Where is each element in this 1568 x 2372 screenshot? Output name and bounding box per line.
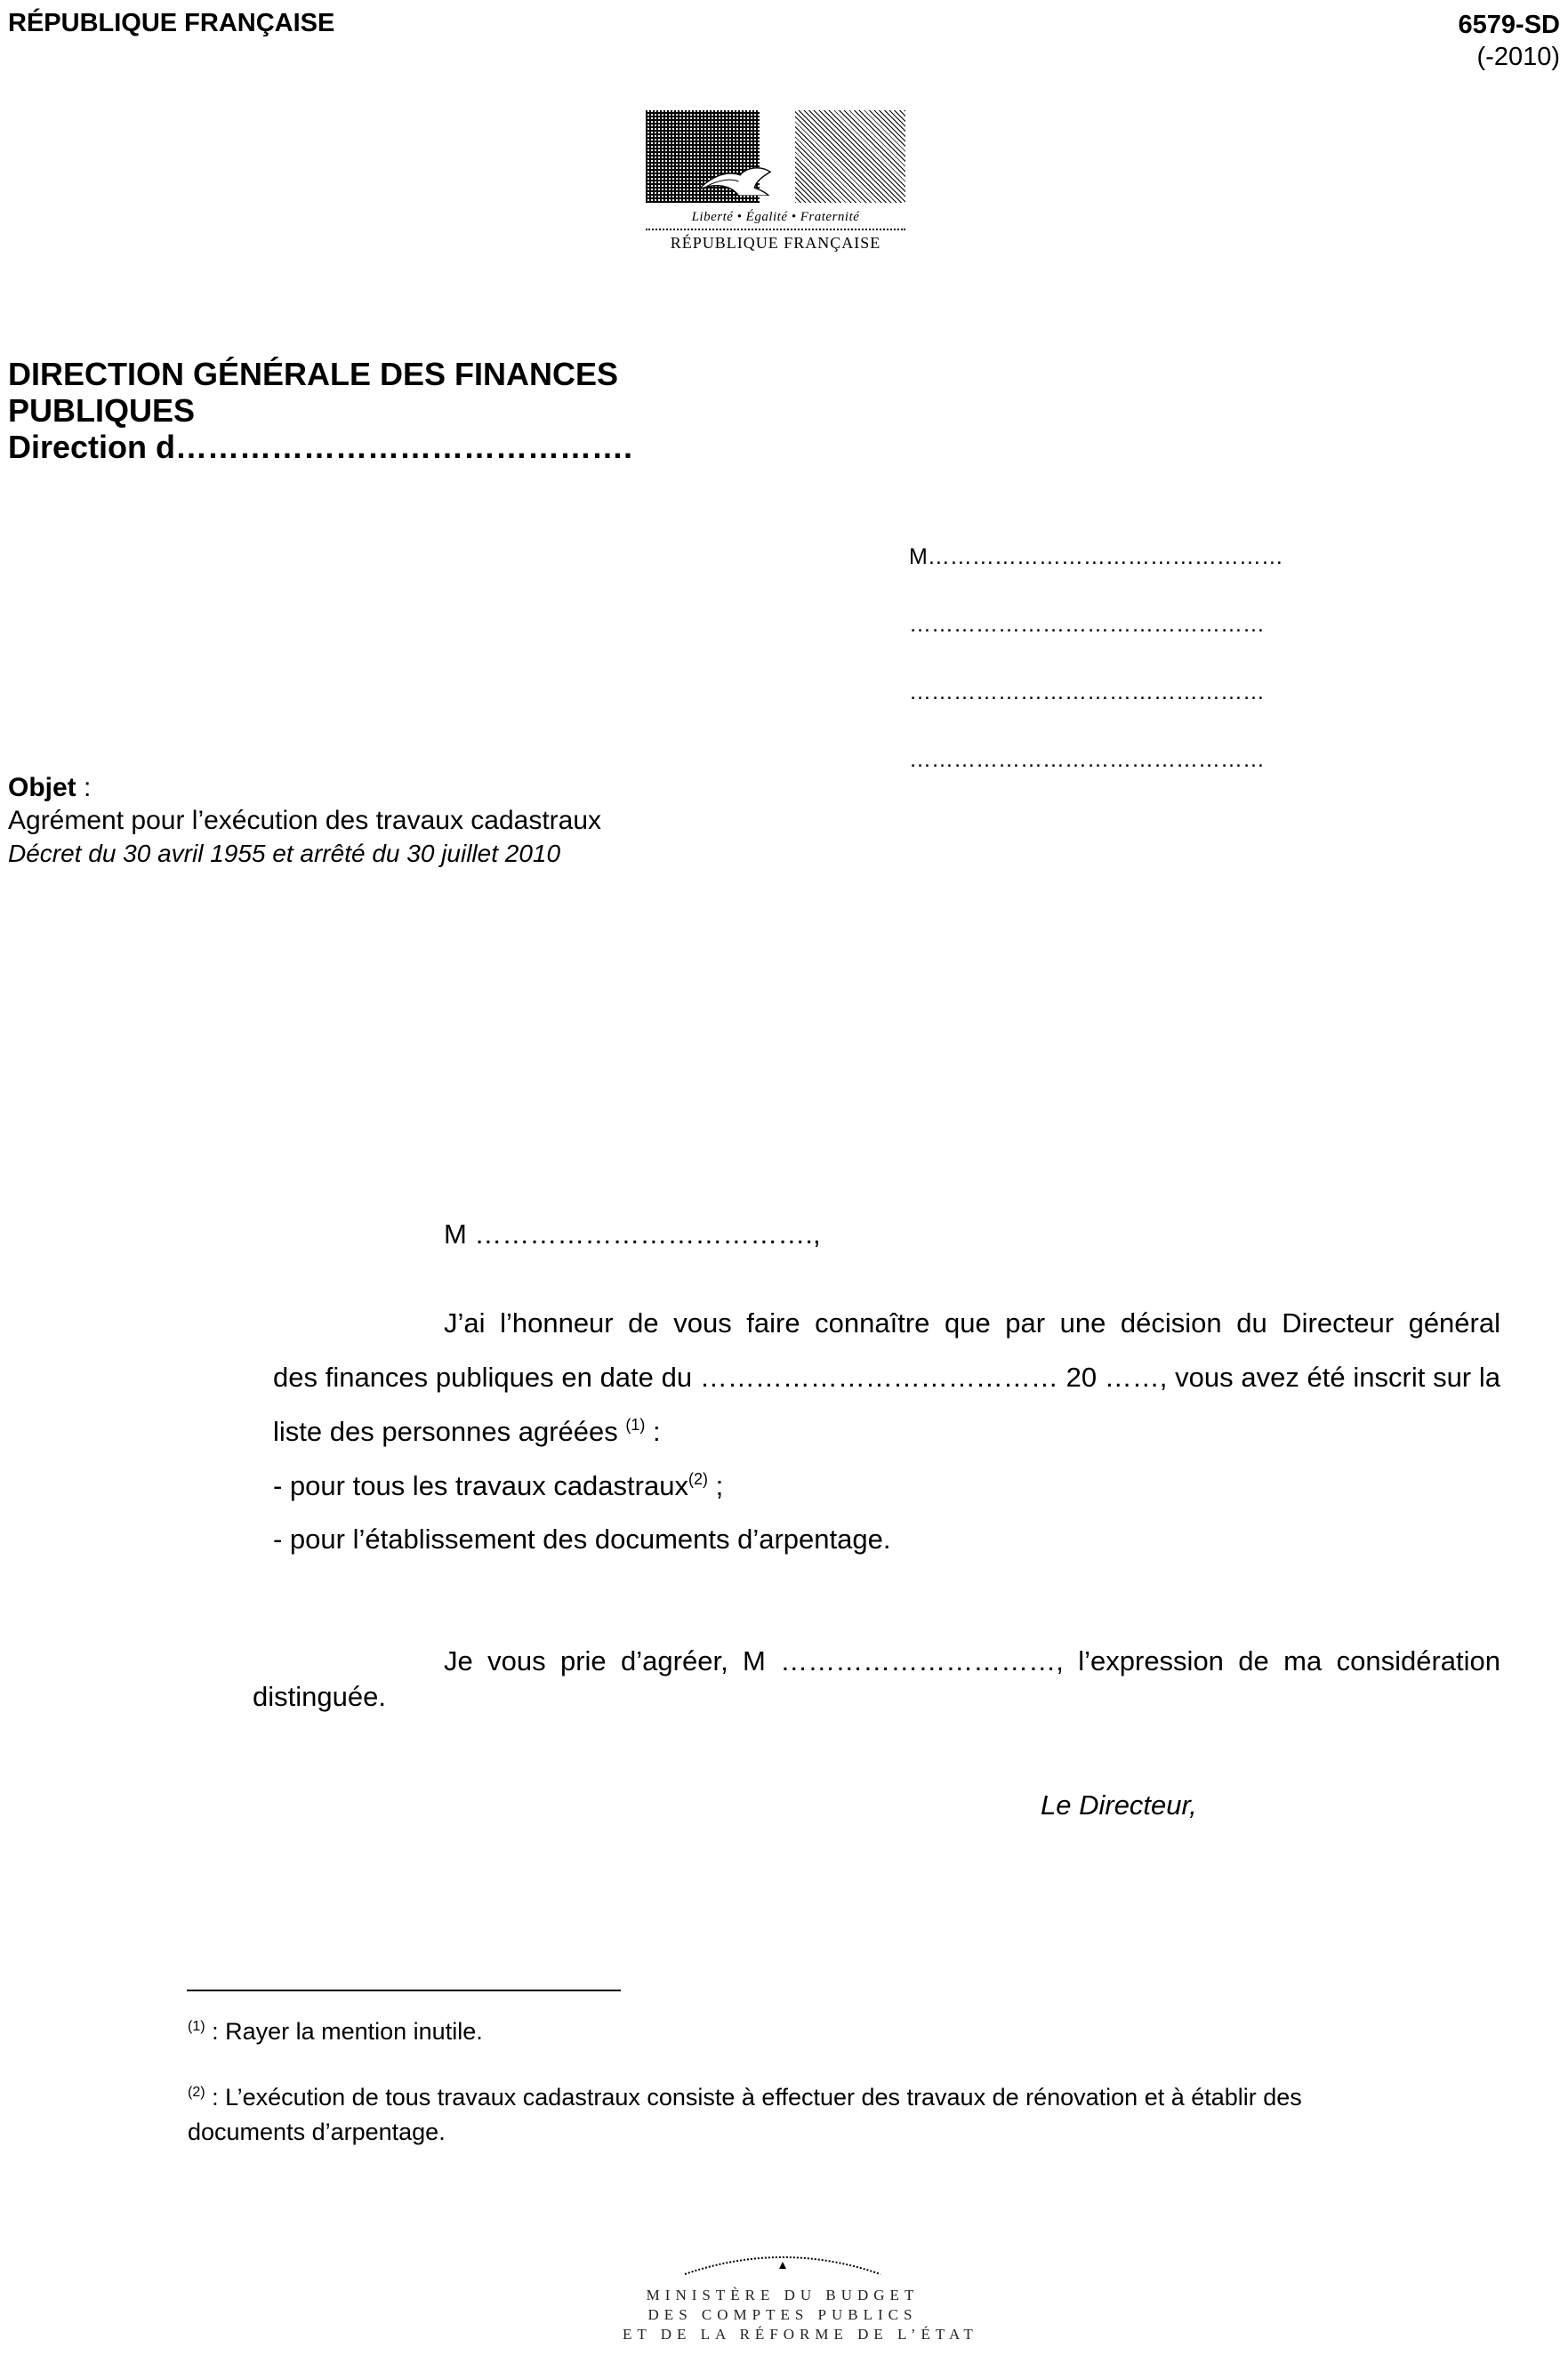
seal-line-3: ET DE LA RÉFORME DE L’ÉTAT	[623, 2326, 978, 2343]
list-item-arpentage: - pour l’établissement des documents d’arpentage.	[273, 1524, 891, 1555]
direction-block	[8, 356, 632, 465]
objet-block	[8, 771, 601, 870]
closing-line-2: distinguée.	[253, 1681, 386, 1712]
closing-line-1: Je vous prie d’agréer, M …………………………, l’expression de ma considération	[444, 1645, 1500, 1676]
form-version: (-2010)	[1476, 43, 1560, 71]
form-code: 6579-SD	[1458, 11, 1560, 39]
recipient-line-3: …………………………………………	[909, 679, 1265, 704]
ministry-seal	[623, 2246, 978, 2370]
direction-line-2: PUBLIQUES	[8, 392, 196, 429]
salutation: M ……………………………….,	[444, 1218, 821, 1250]
footnote-ref-2: (2)	[688, 1470, 708, 1488]
logo-republique: RÉPUBLIQUE FRANÇAISE	[646, 229, 905, 253]
paragraph-1-line-3	[273, 1416, 661, 1448]
marianne-profile-icon	[681, 137, 788, 196]
list-item-all-works	[273, 1470, 723, 1502]
footnote-1-text: : Rayer la mention inutile.	[205, 2018, 483, 2045]
seal-line-2: DES COMPTES PUBLICS	[647, 2306, 918, 2323]
list-item-1-end: ;	[707, 1470, 724, 1501]
agreed-list-text: liste des personnes agréées	[273, 1416, 626, 1447]
recipient-line-2: …………………………………………	[909, 612, 1265, 637]
agreed-list-colon: :	[645, 1416, 661, 1447]
flag-red-band	[795, 110, 905, 203]
footnote-2-line-1: : L’exécution de tous travaux cadastraux consiste à effectuer des travaux de rénovation et à établir des	[205, 2084, 1302, 2111]
recipient-line-1: M…………………………………………	[909, 544, 1283, 569]
footnote-1-mark: (1)	[188, 2019, 205, 2034]
objet-label-suffix: :	[76, 773, 92, 802]
direction-line-1: DIRECTION GÉNÉRALE DES FINANCES	[8, 356, 619, 392]
objet-decree: Décret du 30 avril 1955 et arrêté du 30 juillet 2010	[8, 840, 561, 867]
form-reference	[1459, 9, 1560, 73]
direction-line-3: Direction d…………………………………….	[8, 429, 633, 465]
seal-arc-icon	[676, 2246, 889, 2281]
footnote-2-line-2: documents d’arpentage.	[188, 2119, 446, 2145]
objet-label: Objet	[8, 773, 76, 802]
footnote-2-mark: (2)	[188, 2085, 205, 2100]
objet-subject: Agrément pour l’exécution des travaux cadastraux	[8, 806, 602, 835]
recipient-line-4: …………………………………………	[909, 747, 1265, 772]
paragraph-1-line-1: J’ai l’honneur de vous faire connaître que par une décision du Directeur général	[444, 1307, 1500, 1339]
seal-line-1: MINISTÈRE DU BUDGET	[646, 2287, 920, 2304]
footnote-2	[188, 2080, 1302, 2150]
footnote-1	[188, 2014, 483, 2049]
logo-motto: Liberté • Égalité • Fraternité	[691, 210, 860, 224]
signature: Le Directeur,	[1041, 1789, 1197, 1821]
paragraph-1-line-2: des finances publiques en date du ………………………………… 20 ……, vous avez été inscrit sur la	[273, 1362, 1500, 1393]
footnote-divider	[187, 1990, 621, 1991]
republique-header: RÉPUBLIQUE FRANÇAISE	[8, 9, 335, 37]
marianne-logo	[646, 110, 905, 266]
footnote-ref-1: (1)	[625, 1416, 646, 1434]
list-item-1-text: - pour tous les travaux cadastraux	[273, 1470, 688, 1501]
